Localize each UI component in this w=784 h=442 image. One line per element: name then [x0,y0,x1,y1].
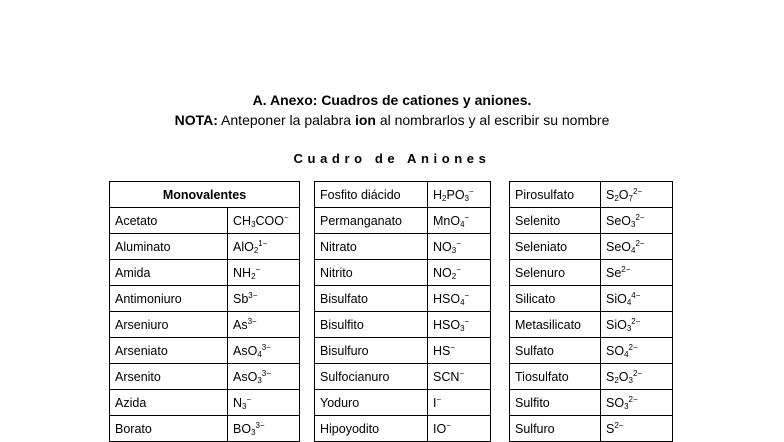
column-header-monovalentes: Monovalentes [110,182,300,208]
anion-formula: SeO$_3^{2-}$ [601,208,673,234]
anion-formula: AlO$_2^{1-}$ [228,234,300,260]
anion-name: Metasilicato [510,312,601,338]
table-row [510,182,673,208]
table-row [315,234,491,260]
table-row [110,234,300,260]
anion-name: Bisulfito [315,312,428,338]
table-row [110,338,300,364]
anion-formula: HS− [428,338,491,364]
anion-formula: $S_2O_7^{2-}$ [601,182,673,208]
anion-name: Hipoyodito [315,416,428,442]
table-row [315,338,491,364]
table-row [510,208,673,234]
anion-formula: $NO_2^-$ [428,260,491,286]
table-row [510,286,673,312]
anion-formula: $Sb^{3-}$ [228,286,300,312]
anion-name: Permanganato [315,208,428,234]
anion-name: Arseniuro [110,312,228,338]
table-row [315,286,491,312]
anion-name: Sulfato [510,338,601,364]
anion-formula: $SO_3^{2-}$ [601,390,673,416]
anion-formula: $S_2O_3^{2-}$ [601,364,673,390]
anion-name: Antimoniuro [110,286,228,312]
note-suffix: al nombrarlos y al escribir su nombre [375,112,610,128]
table-row [510,390,673,416]
anion-name: Borato [110,416,228,442]
table-body-1 [110,182,300,442]
annex-title: A. Anexo: Cuadros de cationes y aniones. [252,92,532,108]
anion-name: Pirosulfato [510,182,601,208]
anion-formula: $CH_3COO^-$ [228,208,300,234]
anion-formula: $S^{2-}$ [601,416,673,442]
table-row [315,390,491,416]
anion-name: Tiosulfato [510,364,601,390]
table-body-2 [315,182,491,442]
table-row [510,416,673,442]
anion-table-3 [509,181,673,442]
anion-table-monovalent [109,181,300,442]
note-label: NOTA: [174,112,218,128]
table-row [110,260,300,286]
table-row [110,208,300,234]
table-row [315,182,491,208]
anion-formula: $Se^{2-}$ [601,260,673,286]
anion-name: Bisulfuro [315,338,428,364]
anion-table-2 [314,181,491,442]
anion-name: Silicato [510,286,601,312]
anion-name: Amida [110,260,228,286]
note-bold-word: ion [354,112,376,128]
anion-name: Arseniato [110,338,228,364]
table-row [510,338,673,364]
table-row [315,312,491,338]
anion-name: Seleniato [510,234,601,260]
table-row [315,416,491,442]
table-row [510,312,673,338]
table-row [315,208,491,234]
anion-formula: SiO$_4^{4-}$ [601,286,673,312]
table-row [110,364,300,390]
table-row [315,364,491,390]
anion-formula: SCN− [428,364,491,390]
anion-name: Yoduro [315,390,428,416]
anion-formula: SeO$_4^{2-}$ [601,234,673,260]
anion-formula: IO− [428,416,491,442]
anion-formula: $HSO_3^-$ [428,312,491,338]
table-row [315,260,491,286]
anion-formula: SiO$_3^{2-}$ [601,312,673,338]
anion-formula: $N_3^-$ [228,390,300,416]
anion-name: Selenuro [510,260,601,286]
anion-name: Azida [110,390,228,416]
table-row [510,260,673,286]
anion-name: Nitrato [315,234,428,260]
anion-name: Sulfito [510,390,601,416]
table-row [110,390,300,416]
anion-name: Fosfito diácido [315,182,428,208]
anion-formula: AsO$_4^{3-}$ [228,338,300,364]
anion-name: Nitrito [315,260,428,286]
table-row [110,286,300,312]
table-row [510,364,673,390]
anion-name: Selenito [510,208,601,234]
note-prefix: Anteponer la palabra [217,112,355,128]
anion-name: Sulfuro [510,416,601,442]
anion-formula: $BO_3^{3-}$ [228,416,300,442]
anion-name: Acetato [110,208,228,234]
anion-formula: $NO_3^-$ [428,234,491,260]
table-body-3 [510,182,673,442]
table-row [510,234,673,260]
anion-formula: $As^{3-}$ [228,312,300,338]
anion-formula: $HSO_4^-$ [428,286,491,312]
table-title: Cuadro de Aniones [293,151,491,166]
anion-name: Sulfocianuro [315,364,428,390]
anion-formula: AsO$_3^{3-}$ [228,364,300,390]
table-row [110,312,300,338]
anion-formula: MnO$_4$− [428,208,491,234]
anion-name: Bisulfato [315,286,428,312]
table-row [110,416,300,442]
anion-formula: $SO_4^{2-}$ [601,338,673,364]
anion-name: Aluminato [110,234,228,260]
note-line [0,112,784,128]
anion-name: Arsenito [110,364,228,390]
anion-formula: I− [428,390,491,416]
anion-formula: $H_2PO_3^-$ [428,182,491,208]
table-header-row [110,182,300,208]
anion-formula: $NH_2^-$ [228,260,300,286]
